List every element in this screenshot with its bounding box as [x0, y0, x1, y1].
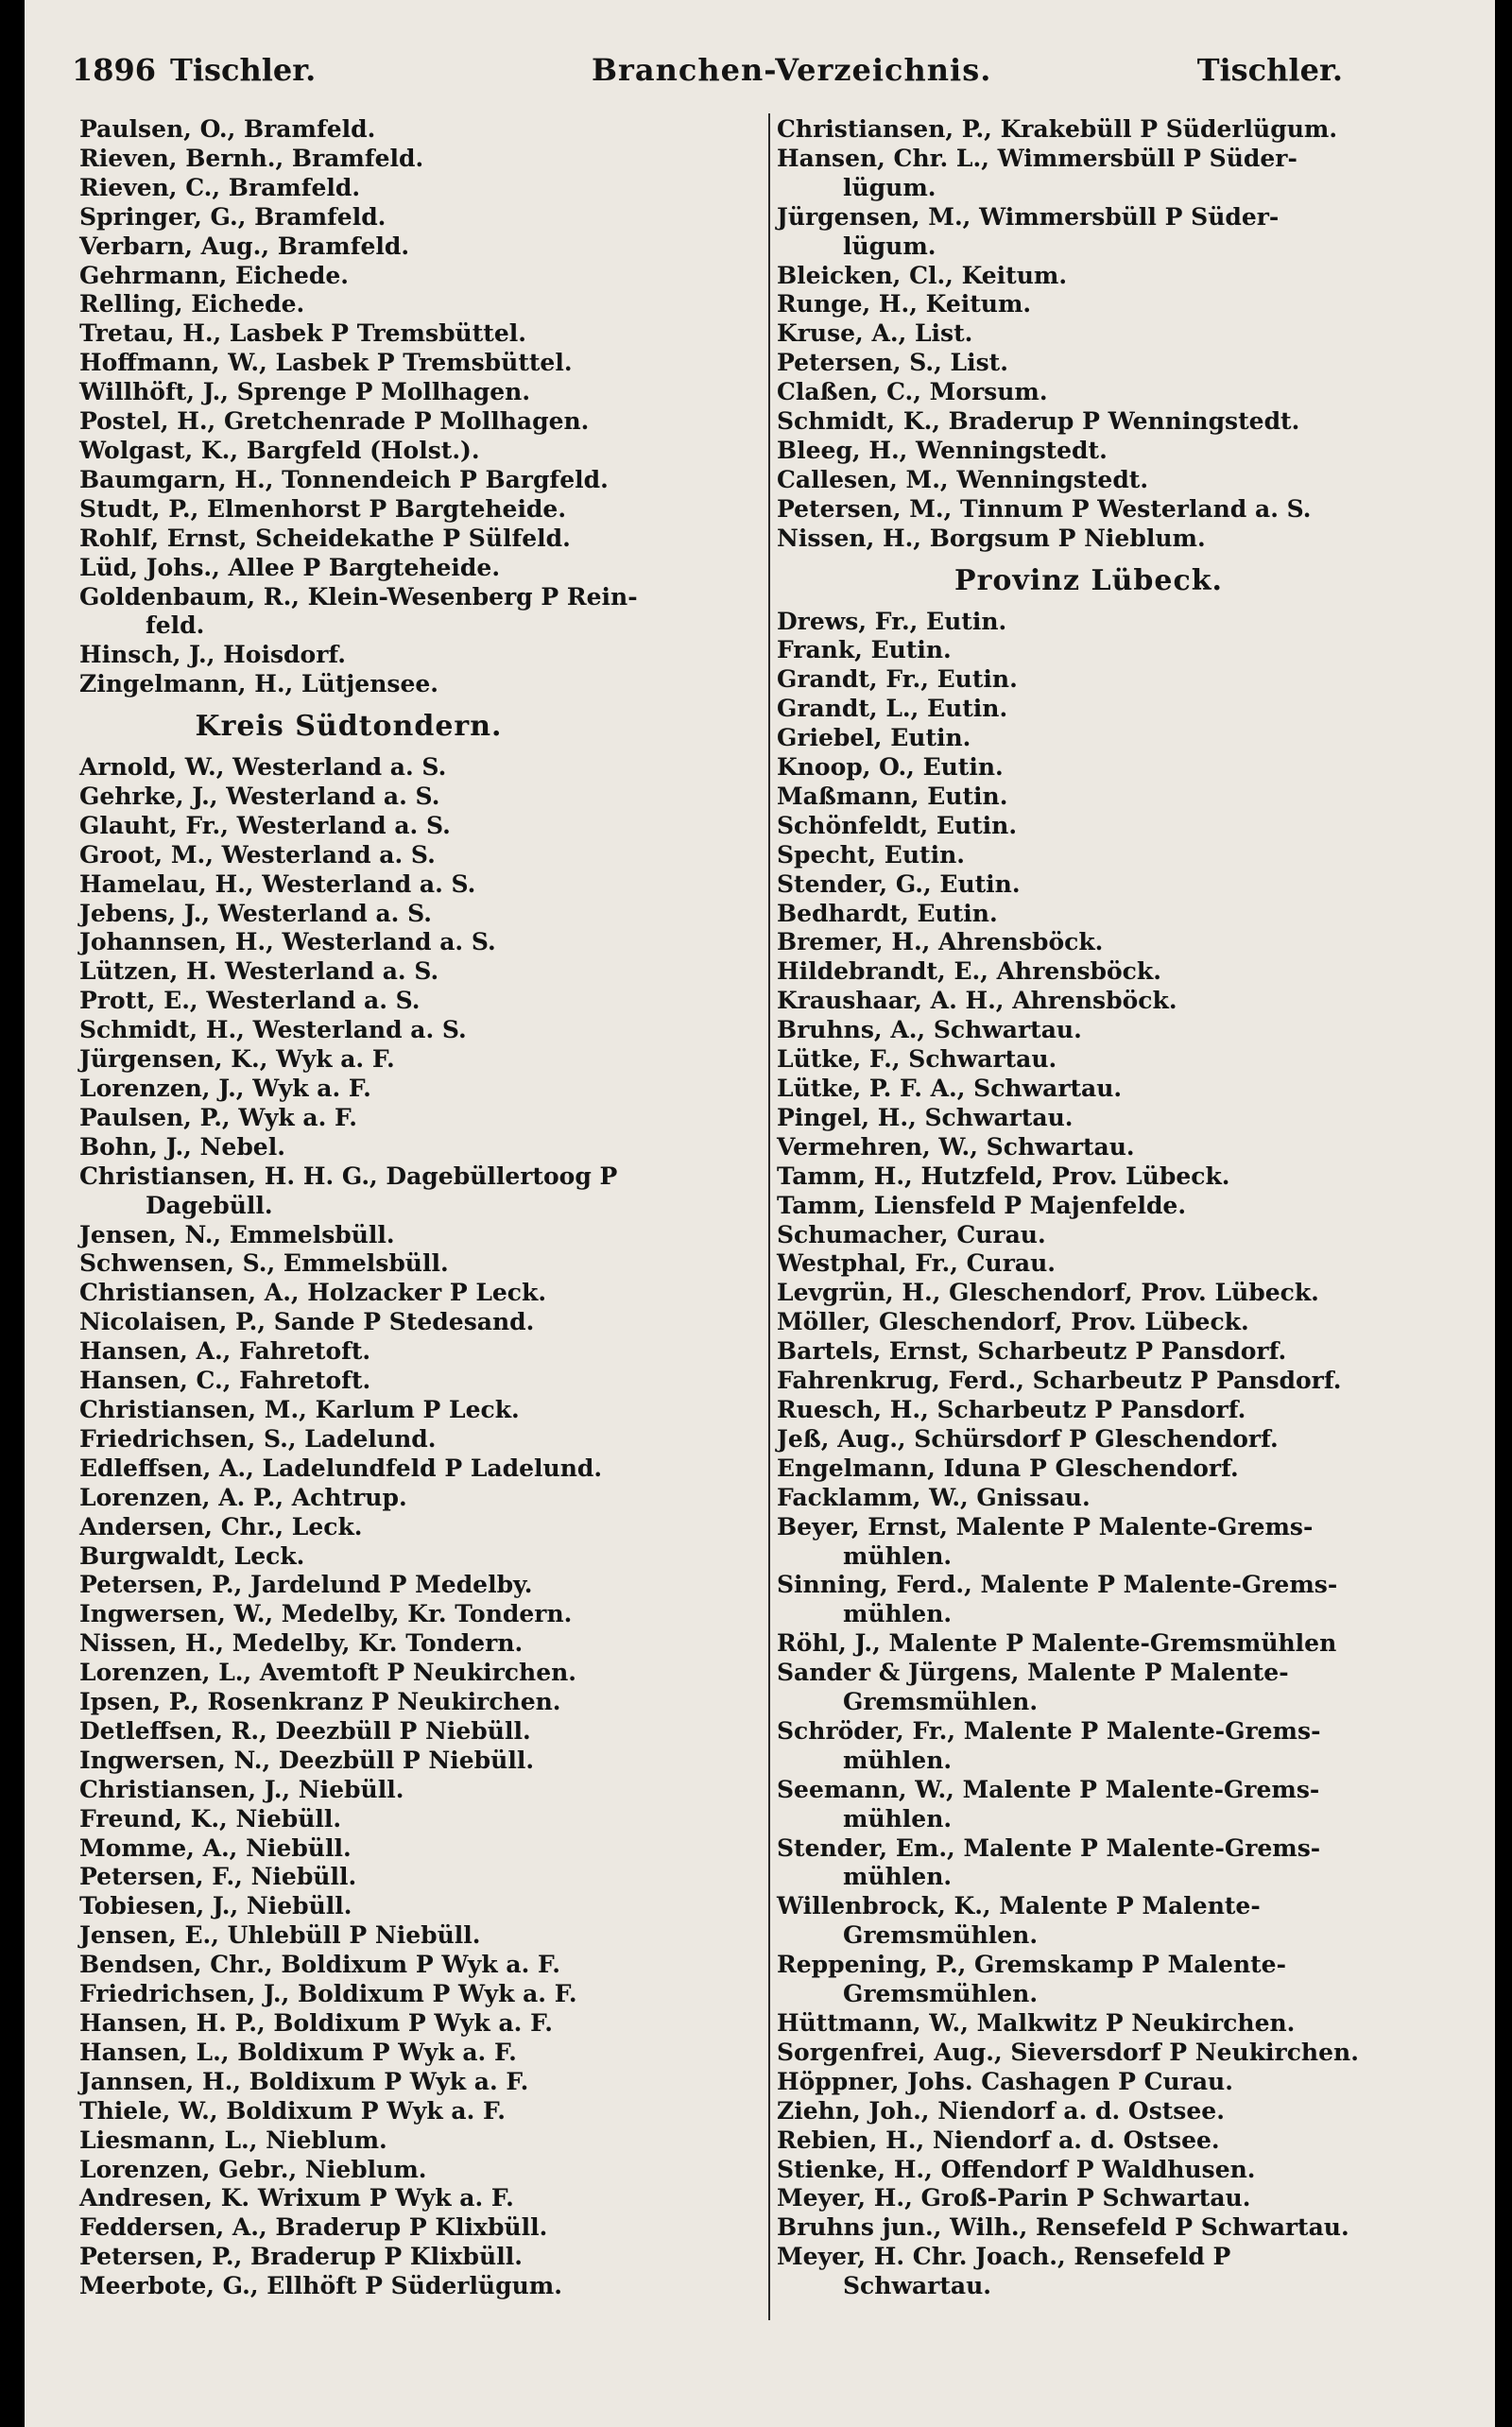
- directory-entry: [777, 608, 1457, 637]
- entry-text: Jensen, E., Uhlebüll P Niebüll.: [79, 1921, 481, 1950]
- entry-text: Ipsen, P., Rosenkranz P Neukirchen.: [79, 1688, 561, 1716]
- directory-entry: [79, 203, 760, 232]
- entry-text: Vermehren, W., Schwartau.: [777, 1132, 1135, 1161]
- directory-entry: [777, 1717, 1457, 1776]
- entry-text: Willhöft, J., Sprenge P Mollhagen.: [79, 378, 531, 406]
- entry-text: Jannsen, H., Boldixum P Wyk a. F.: [79, 2067, 529, 2095]
- directory-entry: [777, 1075, 1457, 1104]
- entry-text: Christiansen, M., Karlum P Leck.: [79, 1395, 520, 1423]
- entry-text: Gehrmann, Eichede.: [79, 261, 349, 289]
- entry-text: Lützen, H. Westerland a. S.: [79, 957, 439, 986]
- entry-text: Goldenbaum, R., Klein-Wesenberg P Rein-: [79, 582, 638, 611]
- directory-entry: [79, 1921, 760, 1951]
- directory-entry: [79, 1571, 760, 1600]
- entry-text: Callesen, M., Wenningstedt.: [777, 465, 1149, 493]
- directory-entry: [777, 290, 1457, 319]
- directory-entry: [79, 1951, 760, 1980]
- entry-text: Kruse, A., List.: [777, 319, 973, 348]
- directory-entry: [777, 987, 1457, 1016]
- directory-entry: [79, 2009, 760, 2039]
- entry-text: Relling, Eichede.: [79, 290, 305, 318]
- directory-entry: [777, 2213, 1457, 2243]
- directory-entry: [79, 1016, 760, 1045]
- entry-text: Westphal, Fr., Curau.: [777, 1249, 1056, 1278]
- directory-entry: [777, 1308, 1457, 1337]
- entry-text: Ingwersen, N., Deezbüll P Niebüll.: [79, 1746, 535, 1774]
- directory-entry: [777, 695, 1457, 724]
- entry-continuation: mühlen.: [843, 1863, 953, 1891]
- directory-entry: [79, 841, 760, 870]
- directory-entry: [79, 437, 760, 466]
- directory-entry: [79, 1308, 760, 1337]
- right-entries-bottom: [777, 608, 1457, 2302]
- entry-text: Schumacher, Curau.: [777, 1220, 1046, 1248]
- directory-entry: [79, 2243, 760, 2272]
- directory-entry: [777, 724, 1457, 753]
- directory-entry: [79, 1337, 760, 1367]
- entry-text: Sinning, Ferd., Malente P Malente-Grems-: [777, 1571, 1338, 1599]
- entry-text: Momme, A., Niebüll.: [79, 1833, 352, 1862]
- entry-text: Meyer, H., Groß-Parin P Schwartau.: [777, 2184, 1251, 2212]
- directory-entry: [79, 1454, 760, 1484]
- entry-text: Schmidt, H., Westerland a. S.: [79, 1016, 467, 1044]
- directory-entry: [79, 1279, 760, 1308]
- entry-text: Christiansen, P., Krakebüll P Süderlügum.: [777, 115, 1338, 143]
- directory-entry: [777, 753, 1457, 783]
- entry-text: Schmidt, K., Braderup P Wenningstedt.: [777, 407, 1300, 436]
- entry-text: Höppner, Johs. Cashagen P Curau.: [777, 2067, 1233, 2095]
- directory-entry: [79, 1805, 760, 1834]
- directory-entry: [79, 2126, 760, 2156]
- directory-entry: [79, 525, 760, 554]
- entry-text: Meyer, H. Chr. Joach., Rensefeld P: [777, 2243, 1231, 2271]
- directory-entry: [79, 319, 760, 349]
- directory-entry: [777, 1571, 1457, 1629]
- directory-entry: [79, 1162, 760, 1221]
- directory-page: [25, 0, 1495, 2427]
- directory-entry: [79, 1863, 760, 1892]
- directory-entry: [79, 641, 760, 670]
- directory-entry: [79, 870, 760, 900]
- entry-text: Möller, Gleschendorf, Prov. Lübeck.: [777, 1308, 1249, 1336]
- entry-text: Baumgarn, H., Tonnendeich P Bargfeld.: [79, 465, 609, 493]
- directory-entry: [79, 232, 760, 262]
- entry-text: Andersen, Chr., Leck.: [79, 1512, 363, 1541]
- entry-text: Bruhns jun., Wilh., Rensefeld P Schwartau.: [777, 2213, 1349, 2242]
- entry-text: Nicolaisen, P., Sande P Stedesand.: [79, 1308, 535, 1336]
- entry-text: Bremer, H., Ahrensböck.: [777, 928, 1104, 956]
- entry-text: Bleeg, H., Wenningstedt.: [777, 436, 1108, 464]
- entry-text: Willenbrock, K., Malente P Malente-: [777, 1892, 1261, 1920]
- directory-entry: [777, 1221, 1457, 1250]
- directory-entry: [79, 928, 760, 957]
- entry-text: Ziehn, Joh., Niendorf a. d. Ostsee.: [777, 2096, 1225, 2125]
- right-column: [777, 115, 1457, 2301]
- directory-entry: [79, 1425, 760, 1454]
- entry-text: Seemann, W., Malente P Malente-Grems-: [777, 1775, 1320, 1803]
- directory-entry: [777, 2156, 1457, 2185]
- entry-text: Edleffsen, A., Ladelundfeld P Ladelund.: [79, 1454, 603, 1482]
- directory-entry: [777, 870, 1457, 900]
- entry-text: Rohlf, Ernst, Scheidekathe P Sülfeld.: [79, 524, 571, 552]
- directory-entry: [777, 319, 1457, 349]
- entry-text: Bohn, J., Nebel.: [79, 1132, 285, 1161]
- entry-text: Levgrün, H., Gleschendorf, Prov. Lübeck.: [777, 1279, 1319, 1307]
- entry-text: Jebens, J., Westerland a. S.: [79, 899, 432, 927]
- entry-text: Schröder, Fr., Malente P Malente-Grems-: [777, 1716, 1321, 1745]
- directory-entry: [777, 525, 1457, 554]
- entry-text: Johannsen, H., Westerland a. S.: [79, 928, 496, 956]
- directory-entry: [777, 1279, 1457, 1308]
- directory-entry: [777, 1016, 1457, 1045]
- entry-text: Hoffmann, W., Lasbek P Tremsbüttel.: [79, 349, 573, 377]
- entry-text: Hüttmann, W., Malkwitz P Neukirchen.: [777, 2009, 1296, 2037]
- directory-entry: [79, 1484, 760, 1513]
- entry-text: Groot, M., Westerland a. S.: [79, 840, 436, 869]
- header-center-title: Branchen-Verzeichnis.: [592, 52, 992, 88]
- entry-text: Christiansen, H. H. G., Dagebüllertoog P: [79, 1162, 618, 1190]
- left-entries-bottom: [79, 753, 760, 2301]
- entry-text: Bleicken, Cl., Keitum.: [777, 261, 1068, 289]
- entry-continuation: Gremsmühlen.: [843, 1688, 1039, 1716]
- entry-text: Friedrichsen, J., Boldixum P Wyk a. F.: [79, 1980, 577, 2008]
- directory-entry: [79, 1659, 760, 1688]
- entry-text: Jürgensen, K., Wyk a. F.: [79, 1045, 395, 1074]
- entry-text: Thiele, W., Boldixum P Wyk a. F.: [79, 2096, 506, 2125]
- entry-text: Lorenzen, J., Wyk a. F.: [79, 1075, 371, 1102]
- entry-text: Lütke, F., Schwartau.: [777, 1045, 1057, 1074]
- directory-entry: [777, 1133, 1457, 1162]
- directory-entry: [79, 957, 760, 987]
- entry-text: Jensen, N., Emmelsbüll.: [79, 1220, 395, 1248]
- directory-entry: [777, 262, 1457, 291]
- directory-entry: [79, 466, 760, 495]
- entry-text: Rieven, Bernh., Bramfeld.: [79, 144, 424, 172]
- directory-entry: [79, 1542, 760, 1572]
- entry-text: Ingwersen, W., Medelby, Kr. Tondern.: [79, 1600, 573, 1628]
- entry-text: Burgwaldt, Leck.: [79, 1541, 305, 1570]
- directory-entry: [777, 437, 1457, 466]
- directory-entry: [79, 1367, 760, 1396]
- entry-text: Ruesch, H., Scharbeutz P Pansdorf.: [777, 1395, 1246, 1423]
- directory-entry: [79, 1075, 760, 1104]
- section-title-kreis-suedtondern: Kreis Südtondern.: [195, 710, 503, 744]
- directory-entry: [79, 1834, 760, 1864]
- entry-continuation: Gremsmühlen.: [843, 1980, 1039, 2008]
- directory-entry: [777, 2243, 1457, 2301]
- entry-text: Stender, Em., Malente P Malente-Grems-: [777, 1833, 1321, 1862]
- entry-text: Kraushaar, A. H., Ahrensböck.: [777, 987, 1177, 1015]
- entry-text: Engelmann, Iduna P Gleschendorf.: [777, 1454, 1239, 1482]
- entry-text: Postel, H., Gretchenrade P Mollhagen.: [79, 407, 590, 436]
- directory-entry: [79, 1513, 760, 1542]
- entry-text: Petersen, S., List.: [777, 349, 1008, 377]
- entry-text: Rieven, C., Bramfeld.: [79, 173, 361, 201]
- entry-text: Petersen, P., Jardelund P Medelby.: [79, 1571, 533, 1599]
- entry-text: Nissen, H., Borgsum P Nieblum.: [777, 524, 1206, 552]
- entry-text: Prott, E., Westerland a. S.: [79, 987, 421, 1015]
- directory-entry: [777, 378, 1457, 407]
- directory-entry: [79, 349, 760, 378]
- directory-entry: [777, 1629, 1457, 1659]
- directory-entry: [79, 1600, 760, 1629]
- header-right-title: Tischler.: [1196, 52, 1343, 88]
- directory-entry: [79, 115, 760, 145]
- entry-text: Lütke, P. F. A., Schwartau.: [777, 1075, 1123, 1102]
- directory-entry: [777, 2068, 1457, 2097]
- entry-text: Sorgenfrei, Aug., Sieversdorf P Neukirchen.: [777, 2038, 1359, 2066]
- entry-text: Lüd, Johs., Allee P Bargteheide.: [79, 553, 501, 581]
- directory-entry: [777, 1337, 1457, 1367]
- entry-text: Grandt, L., Eutin.: [777, 695, 1008, 723]
- directory-entry: [777, 1659, 1457, 1717]
- directory-entry: [79, 145, 760, 174]
- entry-text: Frank, Eutin.: [777, 636, 952, 664]
- directory-entry: [79, 1133, 760, 1162]
- entry-text: Facklamm, W., Gnissau.: [777, 1483, 1091, 1511]
- directory-entry: [777, 900, 1457, 929]
- page-header: [72, 49, 1343, 91]
- directory-entry: [777, 1045, 1457, 1075]
- entry-text: Specht, Eutin.: [777, 840, 965, 869]
- entry-text: Christiansen, J., Niebüll.: [79, 1775, 404, 1803]
- directory-entry: [777, 1892, 1457, 1951]
- directory-entry: [79, 2184, 760, 2213]
- entry-text: Glauht, Fr., Westerland a. S.: [79, 811, 451, 839]
- entry-text: Springer, G., Bramfeld.: [79, 202, 387, 231]
- entry-text: Studt, P., Elmenhorst P Bargteheide.: [79, 494, 567, 523]
- entry-continuation: mühlen.: [843, 1804, 953, 1833]
- entry-text: Knoop, O., Eutin.: [777, 753, 1004, 782]
- entry-text: Hansen, Chr. L., Wimmersbüll P Süder-: [777, 144, 1297, 172]
- entry-text: Tretau, H., Lasbek P Tremsbüttel.: [79, 319, 526, 348]
- entry-text: Hansen, H. P., Boldixum P Wyk a. F.: [79, 2009, 554, 2037]
- entry-text: Petersen, M., Tinnum P Westerland a. S.: [777, 494, 1312, 523]
- entry-text: Arnold, W., Westerland a. S.: [79, 753, 447, 782]
- entry-text: Friedrichsen, S., Ladelund.: [79, 1424, 437, 1453]
- entry-text: Fahrenkrug, Ferd., Scharbeutz P Pansdorf.: [777, 1367, 1342, 1395]
- directory-entry: [777, 495, 1457, 525]
- directory-entry: [79, 1747, 760, 1776]
- entry-text: Hansen, A., Fahretoft.: [79, 1337, 371, 1366]
- directory-entry: [777, 928, 1457, 957]
- directory-entry: [79, 1629, 760, 1659]
- entry-text: Gehrke, J., Westerland a. S.: [79, 782, 440, 810]
- entry-text: Lorenzen, L., Avemtoft P Neukirchen.: [79, 1659, 576, 1687]
- directory-entry: [777, 783, 1457, 812]
- directory-entry: [79, 987, 760, 1016]
- entry-text: Hamelau, H., Westerland a. S.: [79, 869, 476, 898]
- entry-continuation: feld.: [146, 611, 205, 640]
- entry-text: Tamm, H., Hutzfeld, Prov. Lübeck.: [777, 1162, 1230, 1190]
- entry-text: Lorenzen, Gebr., Nieblum.: [79, 2155, 427, 2183]
- entry-text: Bartels, Ernst, Scharbeutz P Pansdorf.: [777, 1337, 1287, 1366]
- entry-continuation: lügum.: [843, 232, 936, 260]
- entry-text: Sander & Jürgens, Malente P Malente-: [777, 1659, 1289, 1687]
- directory-entry: [79, 1045, 760, 1075]
- directory-entry: [79, 900, 760, 929]
- directory-entry: [777, 2039, 1457, 2068]
- entry-text: Beyer, Ernst, Malente P Malente-Grems-: [777, 1512, 1314, 1541]
- entry-text: Tobiesen, J., Niebüll.: [79, 1892, 352, 1920]
- entry-continuation: Gremsmühlen.: [843, 1921, 1039, 1950]
- entry-text: Petersen, P., Braderup P Klixbüll.: [79, 2243, 523, 2271]
- entry-text: Jeß, Aug., Schürsdorf P Gleschendorf.: [777, 1424, 1279, 1453]
- entry-text: Jürgensen, M., Wimmersbüll P Süder-: [777, 202, 1280, 231]
- directory-entry: [79, 753, 760, 783]
- entry-text: Stender, G., Eutin.: [777, 869, 1021, 898]
- entry-text: Detleffsen, R., Deezbüll P Niebüll.: [79, 1716, 531, 1745]
- directory-entry: [79, 2156, 760, 2185]
- directory-entry: [777, 466, 1457, 495]
- entry-text: Freund, K., Niebüll.: [79, 1804, 342, 1833]
- directory-entry: [777, 1249, 1457, 1279]
- directory-entry: [79, 1980, 760, 2009]
- directory-entry: [79, 583, 760, 642]
- entry-text: Lorenzen, A. P., Achtrup.: [79, 1483, 407, 1511]
- entry-text: Hinsch, J., Hoisdorf.: [79, 641, 346, 669]
- entry-continuation: Dagebüll.: [146, 1191, 273, 1219]
- directory-entry: [777, 203, 1457, 262]
- directory-entry: [777, 2126, 1457, 2156]
- entry-continuation: mühlen.: [843, 1600, 953, 1628]
- directory-entry: [79, 2039, 760, 2068]
- directory-entry: [79, 1249, 760, 1279]
- directory-entry: [79, 1717, 760, 1747]
- header-left-title: Tischler.: [170, 52, 317, 88]
- directory-entry: [79, 1776, 760, 1805]
- directory-entry: [777, 1104, 1457, 1133]
- entry-continuation: mühlen.: [843, 1746, 953, 1774]
- directory-entry: [79, 1104, 760, 1133]
- entry-text: Reppening, P., Gremskamp P Malente-: [777, 1951, 1286, 1979]
- directory-entry: [79, 1892, 760, 1921]
- directory-entry: [777, 1162, 1457, 1192]
- entry-text: Andresen, K. Wrixum P Wyk a. F.: [79, 2184, 514, 2212]
- entry-text: Schönfeldt, Eutin.: [777, 811, 1018, 839]
- entry-text: Bendsen, Chr., Boldixum P Wyk a. F.: [79, 1951, 560, 1979]
- directory-entry: [79, 1221, 760, 1250]
- entry-text: Liesmann, L., Nieblum.: [79, 2126, 387, 2154]
- directory-entry: [777, 349, 1457, 378]
- directory-entry: [79, 812, 760, 841]
- entry-continuation: mühlen.: [843, 1541, 953, 1570]
- entry-text: Zingelmann, H., Lütjensee.: [79, 670, 438, 698]
- directory-entry: [777, 1776, 1457, 1834]
- entry-text: Hansen, C., Fahretoft.: [79, 1367, 371, 1395]
- directory-entry: [777, 407, 1457, 437]
- directory-entry: [777, 1192, 1457, 1221]
- directory-entry: [777, 665, 1457, 695]
- entry-continuation: Schwartau.: [843, 2272, 991, 2300]
- entry-text: Schwensen, S., Emmelsbüll.: [79, 1249, 449, 1278]
- entry-text: Feddersen, A., Braderup P Klixbüll.: [79, 2213, 548, 2242]
- entry-text: Rebien, H., Niendorf a. d. Ostsee.: [777, 2126, 1220, 2154]
- directory-entry: [79, 1396, 760, 1425]
- left-column: [79, 115, 760, 2301]
- entry-text: Meerbote, G., Ellhöft P Süderlügum.: [79, 2272, 562, 2300]
- entry-text: Runge, H., Keitum.: [777, 290, 1032, 318]
- directory-entry: [777, 1513, 1457, 1572]
- entry-text: Stienke, H., Offendorf P Waldhusen.: [777, 2155, 1256, 2183]
- entry-text: Röhl, J., Malente P Malente-Gremsmühlen: [777, 1629, 1337, 1658]
- page-number: 1896: [72, 52, 157, 88]
- directory-entry: [79, 670, 760, 699]
- entry-text: Petersen, F., Niebüll.: [79, 1863, 357, 1891]
- directory-entry: [79, 378, 760, 407]
- directory-entry: [777, 115, 1457, 145]
- directory-entry: [777, 1951, 1457, 2009]
- directory-entry: [777, 957, 1457, 987]
- entry-text: Verbarn, Aug., Bramfeld.: [79, 232, 410, 260]
- directory-entry: [777, 2184, 1457, 2213]
- directory-entry: [777, 145, 1457, 203]
- entry-continuation: lügum.: [843, 173, 936, 201]
- entry-text: Bruhns, A., Schwartau.: [777, 1016, 1082, 1044]
- column-divider: [768, 113, 770, 2320]
- directory-entry: [79, 407, 760, 437]
- directory-entry: [79, 495, 760, 525]
- entry-text: Bedhardt, Eutin.: [777, 899, 998, 927]
- entry-text: Claßen, C., Morsum.: [777, 378, 1048, 406]
- directory-entry: [79, 290, 760, 319]
- directory-entry: [777, 841, 1457, 870]
- directory-entry: [777, 1484, 1457, 1513]
- directory-entry: [777, 636, 1457, 665]
- entry-text: Wolgast, K., Bargfeld (Holst.).: [79, 436, 480, 464]
- entry-text: Pingel, H., Schwartau.: [777, 1103, 1074, 1131]
- directory-entry: [79, 2272, 760, 2301]
- directory-entry: [777, 2097, 1457, 2126]
- directory-entry: [777, 1834, 1457, 1893]
- right-entries-top: [777, 115, 1457, 554]
- directory-entry: [777, 1367, 1457, 1396]
- directory-entry: [777, 1454, 1457, 1484]
- entry-text: Hildebrandt, E., Ahrensböck.: [777, 957, 1161, 986]
- entry-text: Paulsen, O., Bramfeld.: [79, 115, 376, 143]
- entry-text: Grandt, Fr., Eutin.: [777, 665, 1018, 694]
- entry-text: Maßmann, Eutin.: [777, 782, 1008, 810]
- directory-entry: [79, 174, 760, 203]
- left-entries-top: [79, 115, 760, 699]
- entry-text: Griebel, Eutin.: [777, 724, 971, 752]
- directory-entry: [79, 2068, 760, 2097]
- section-title-provinz-luebeck: Provinz Lübeck.: [954, 563, 1223, 597]
- directory-entry: [79, 262, 760, 291]
- entry-text: Hansen, L., Boldixum P Wyk a. F.: [79, 2038, 517, 2066]
- directory-entry: [777, 812, 1457, 841]
- directory-entry: [79, 2097, 760, 2126]
- entry-text: Tamm, Liensfeld P Majenfelde.: [777, 1191, 1187, 1219]
- directory-entry: [777, 1396, 1457, 1425]
- directory-entry: [79, 554, 760, 583]
- directory-entry: [79, 1688, 760, 1717]
- directory-entry: [777, 2009, 1457, 2039]
- directory-entry: [79, 783, 760, 812]
- entry-text: Nissen, H., Medelby, Kr. Tondern.: [79, 1629, 524, 1658]
- entry-text: Paulsen, P., Wyk a. F.: [79, 1103, 357, 1131]
- directory-entry: [777, 1425, 1457, 1454]
- entry-text: Christiansen, A., Holzacker P Leck.: [79, 1279, 547, 1307]
- directory-entry: [79, 2213, 760, 2243]
- entry-text: Drews, Fr., Eutin.: [777, 607, 1007, 635]
